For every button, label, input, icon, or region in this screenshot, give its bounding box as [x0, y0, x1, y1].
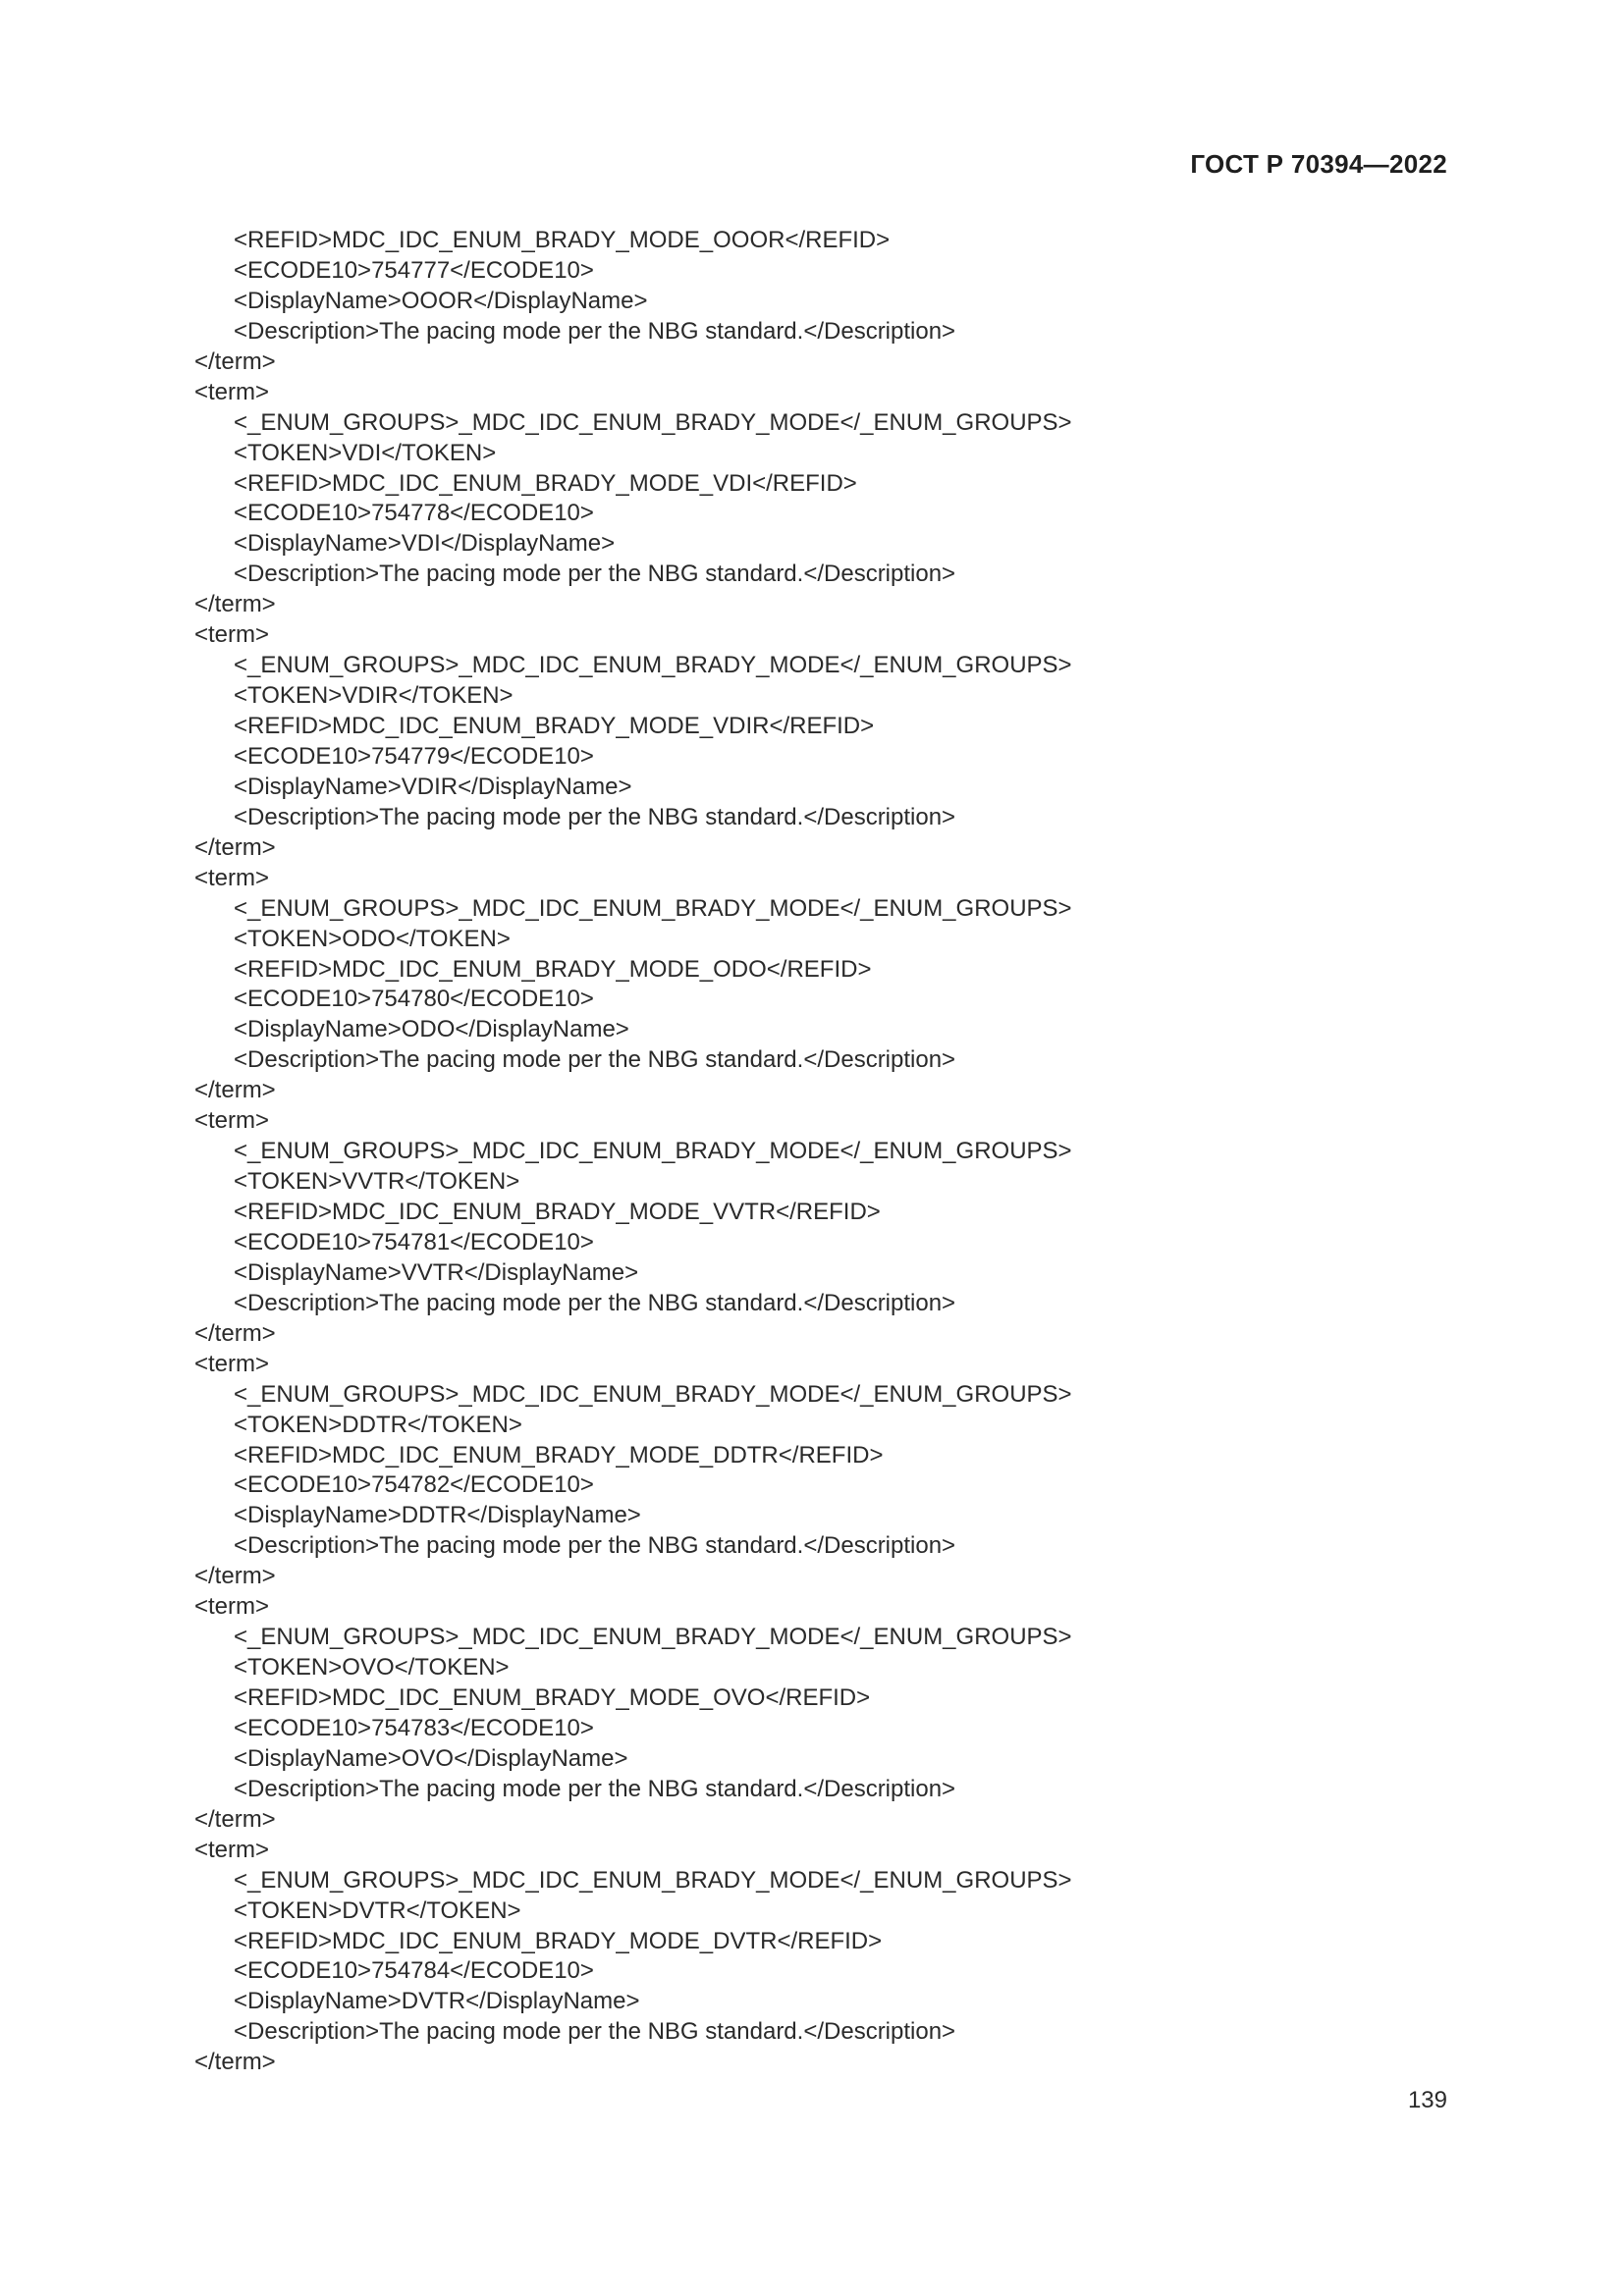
code-line: <REFID>MDC_IDC_ENUM_BRADY_MODE_DVTR</REFID> [234, 1927, 883, 1954]
code-line: <ECODE10>754783</ECODE10> [234, 1714, 594, 1741]
code-line: <_ENUM_GROUPS>_MDC_IDC_ENUM_BRADY_MODE</_ENUM_GROUPS> [234, 652, 1072, 679]
code-line: <ECODE10>754780</ECODE10> [234, 986, 594, 1013]
code-line: <term> [194, 378, 270, 405]
code-line: <TOKEN>VDI</TOKEN> [234, 439, 497, 466]
code-line: <Description>The pacing mode per the NBG standard.</Description> [234, 2018, 956, 2046]
code-line: <DisplayName>VDIR</DisplayName> [234, 773, 632, 800]
code-line: <REFID>MDC_IDC_ENUM_BRADY_MODE_VDI</REFID> [234, 469, 857, 497]
code-line: <DisplayName>OOOR</DisplayName> [234, 287, 648, 314]
code-line: <_ENUM_GROUPS>_MDC_IDC_ENUM_BRADY_MODE</_ENUM_GROUPS> [234, 408, 1072, 436]
code-line: <_ENUM_GROUPS>_MDC_IDC_ENUM_BRADY_MODE</_ENUM_GROUPS> [234, 1380, 1072, 1408]
code-line: </term> [194, 2049, 276, 2076]
code-line: <Description>The pacing mode per the NBG standard.</Description> [234, 561, 956, 588]
code-line: <DisplayName>VDI</DisplayName> [234, 530, 616, 558]
code-line: <REFID>MDC_IDC_ENUM_BRADY_MODE_VDIR</REFID> [234, 713, 875, 739]
code-line: <TOKEN>OVO</TOKEN> [234, 1654, 510, 1682]
code-line: <TOKEN>VVTR</TOKEN> [234, 1168, 520, 1196]
code-line: <term> [194, 621, 270, 649]
code-line: <ECODE10>754778</ECODE10> [234, 500, 594, 527]
code-line: <REFID>MDC_IDC_ENUM_BRADY_MODE_ODO</REFID> [234, 955, 872, 983]
code-line: <DisplayName>VVTR</DisplayName> [234, 1258, 639, 1286]
code-line: </term> [194, 1077, 276, 1104]
code-line: <Description>The pacing mode per the NBG standard.</Description> [234, 1775, 956, 1802]
code-line: <REFID>MDC_IDC_ENUM_BRADY_MODE_VVTR</REFID> [234, 1199, 881, 1225]
code-line: <Description>The pacing mode per the NBG standard.</Description> [234, 317, 956, 345]
code-line: <REFID>MDC_IDC_ENUM_BRADY_MODE_OOOR</REFID> [234, 227, 891, 253]
xml-listing [194, 226, 1072, 2078]
standard-header: ГОСТ Р 70394—2022 [1190, 149, 1447, 179]
code-line: <term> [194, 1107, 270, 1135]
code-line: </term> [194, 591, 276, 618]
code-line: <TOKEN>DDTR</TOKEN> [234, 1411, 522, 1438]
code-line: <Description>The pacing mode per the NBG standard.</Description> [234, 803, 956, 830]
code-line: <DisplayName>OVO</DisplayName> [234, 1744, 628, 1772]
code-line: <Description>The pacing mode per the NBG standard.</Description> [234, 1532, 956, 1560]
code-line: <ECODE10>754784</ECODE10> [234, 1957, 594, 1985]
code-line: <TOKEN>DVTR</TOKEN> [234, 1896, 521, 1924]
code-line: <term> [194, 864, 270, 891]
code-line: <TOKEN>VDIR</TOKEN> [234, 682, 514, 710]
code-line: <DisplayName>DDTR</DisplayName> [234, 1502, 641, 1529]
code-line: <TOKEN>ODO</TOKEN> [234, 925, 511, 952]
code-line: <term> [194, 1836, 270, 1863]
code-line: <REFID>MDC_IDC_ENUM_BRADY_MODE_DDTR</REFID> [234, 1441, 884, 1468]
code-line: <Description>The pacing mode per the NBG standard.</Description> [234, 1046, 956, 1074]
code-line: <_ENUM_GROUPS>_MDC_IDC_ENUM_BRADY_MODE</_ENUM_GROUPS> [234, 894, 1072, 922]
page-number: 139 [1407, 2087, 1447, 2113]
code-line: <ECODE10>754779</ECODE10> [234, 742, 594, 770]
code-line: </term> [194, 1805, 276, 1833]
code-line: <ECODE10>754777</ECODE10> [234, 256, 594, 284]
code-line: <DisplayName>ODO</DisplayName> [234, 1016, 629, 1043]
code-line: <_ENUM_GROUPS>_MDC_IDC_ENUM_BRADY_MODE</_ENUM_GROUPS> [234, 1866, 1072, 1894]
code-line: </term> [194, 347, 276, 375]
code-line: <ECODE10>754782</ECODE10> [234, 1471, 594, 1499]
code-line: </term> [194, 1563, 276, 1590]
code-line: <_ENUM_GROUPS>_MDC_IDC_ENUM_BRADY_MODE</_ENUM_GROUPS> [234, 1138, 1072, 1165]
code-line: </term> [194, 833, 276, 861]
code-line: <Description>The pacing mode per the NBG standard.</Description> [234, 1289, 956, 1316]
code-line: <ECODE10>754781</ECODE10> [234, 1228, 594, 1255]
code-line: <DisplayName>DVTR</DisplayName> [234, 1988, 640, 2015]
code-line: <REFID>MDC_IDC_ENUM_BRADY_MODE_OVO</REFID> [234, 1684, 871, 1711]
code-line: <term> [194, 1593, 270, 1621]
code-line: </term> [194, 1319, 276, 1347]
code-line: <_ENUM_GROUPS>_MDC_IDC_ENUM_BRADY_MODE</_ENUM_GROUPS> [234, 1624, 1072, 1651]
code-line: <term> [194, 1350, 270, 1377]
